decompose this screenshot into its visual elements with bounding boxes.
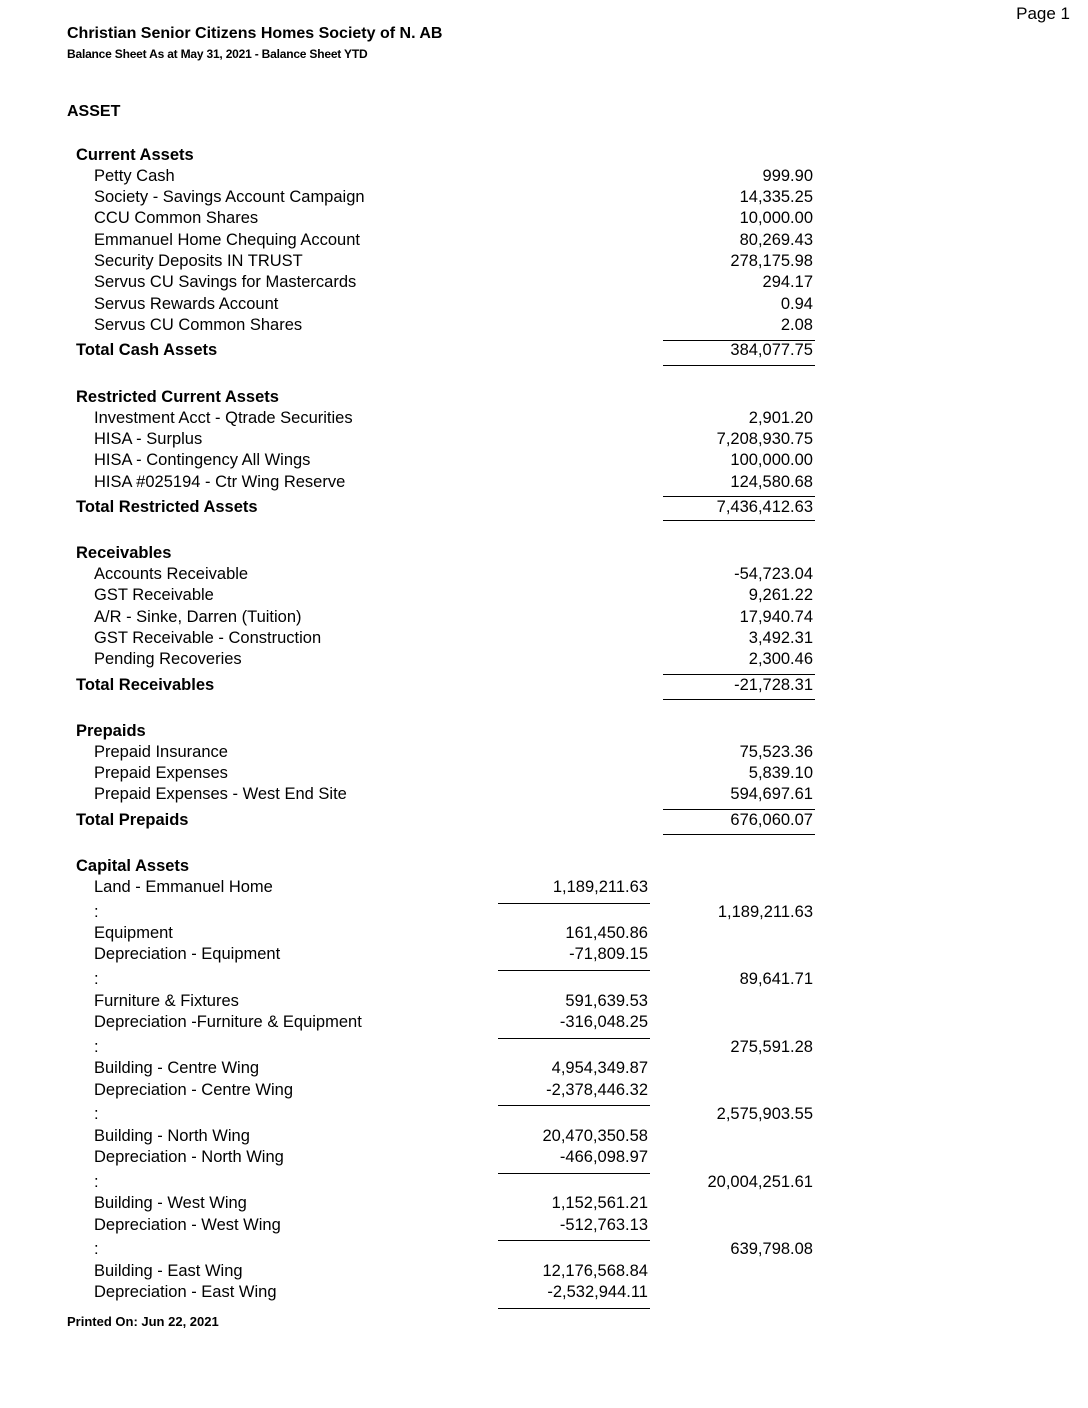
report-title: Christian Senior Citizens Homes Society of N. AB xyxy=(67,25,443,42)
line-item: Depreciation - Equipment -71,809.15 xyxy=(94,945,648,963)
line-item: Depreciation -Furniture & Equipment -316,048.25 xyxy=(94,1013,648,1031)
line-item: HISA - Contingency All Wings 100,000.00 xyxy=(94,451,813,469)
report-subtitle: Balance Sheet As at May 31, 2021 - Balance Sheet YTD xyxy=(67,47,368,61)
line-item: Servus CU Savings for Mastercards 294.17 xyxy=(94,273,813,291)
line-item: Emmanuel Home Chequing Account 80,269.43 xyxy=(94,231,813,249)
line-item: Petty Cash 999.90 xyxy=(94,167,813,185)
section-heading: Prepaids xyxy=(76,722,146,740)
subtotal-row: : 20,004,251.61 xyxy=(94,1173,813,1191)
line-item: GST Receivable - Construction 3,492.31 xyxy=(94,629,813,647)
section-total: Total Cash Assets 384,077.75 xyxy=(76,341,813,359)
subtotal-row: : 275,591.28 xyxy=(94,1038,813,1056)
line-item: Depreciation - East Wing -2,532,944.11 xyxy=(94,1283,648,1301)
line-item: A/R - Sinke, Darren (Tuition) 17,940.74 xyxy=(94,608,813,626)
line-item: Building - East Wing 12,176,568.84 xyxy=(94,1262,648,1280)
line-item: Pending Recoveries 2,300.46 xyxy=(94,650,813,668)
section-heading: Restricted Current Assets xyxy=(76,388,279,406)
line-item: Building - North Wing 20,470,350.58 xyxy=(94,1127,648,1145)
line-item: Building - West Wing 1,152,561.21 xyxy=(94,1194,648,1212)
section-heading: Current Assets xyxy=(76,146,194,164)
line-item: Prepaid Expenses - West End Site 594,697.61 xyxy=(94,785,813,803)
line-item: Security Deposits IN TRUST 278,175.98 xyxy=(94,252,813,270)
line-item: Land - Emmanuel Home 1,189,211.63 xyxy=(94,878,648,896)
subtotal-row: : 639,798.08 xyxy=(94,1240,813,1258)
page-number: Page 1 xyxy=(1016,4,1070,23)
rule-line xyxy=(663,834,815,835)
line-item: Servus Rewards Account 0.94 xyxy=(94,295,813,313)
line-item: GST Receivable 9,261.22 xyxy=(94,586,813,604)
subtotal-row: : 89,641.71 xyxy=(94,970,813,988)
line-item: Servus CU Common Shares 2.08 xyxy=(94,316,813,334)
line-item: Prepaid Insurance 75,523.36 xyxy=(94,743,813,761)
line-item: CCU Common Shares 10,000.00 xyxy=(94,209,813,227)
line-item: Accounts Receivable -54,723.04 xyxy=(94,565,813,583)
rule-line xyxy=(663,699,815,700)
line-item: Furniture & Fixtures 591,639.53 xyxy=(94,992,648,1010)
line-item: Equipment 161,450.86 xyxy=(94,924,648,942)
section-total: Total Restricted Assets 7,436,412.63 xyxy=(76,498,813,516)
printed-on-date: Printed On: Jun 22, 2021 xyxy=(67,1314,219,1329)
asset-section-label: ASSET xyxy=(67,103,121,120)
line-item: Prepaid Expenses 5,839.10 xyxy=(94,764,813,782)
line-item: Depreciation - Centre Wing -2,378,446.32 xyxy=(94,1081,648,1099)
rule-line xyxy=(663,520,815,521)
line-item: Investment Acct - Qtrade Securities 2,901.20 xyxy=(94,409,813,427)
section-heading: Receivables xyxy=(76,544,172,562)
section-total: Total Prepaids 676,060.07 xyxy=(76,811,813,829)
line-item: HISA - Surplus 7,208,930.75 xyxy=(94,430,813,448)
line-item: Depreciation - North Wing -466,098.97 xyxy=(94,1148,648,1166)
subtotal-row: : 1,189,211.63 xyxy=(94,903,813,921)
section-total: Total Receivables -21,728.31 xyxy=(76,676,813,694)
line-item: Depreciation - West Wing -512,763.13 xyxy=(94,1216,648,1234)
line-item: HISA #025194 - Ctr Wing Reserve 124,580.68 xyxy=(94,473,813,491)
rule-line xyxy=(498,1308,650,1309)
line-item: Building - Centre Wing 4,954,349.87 xyxy=(94,1059,648,1077)
section-heading: Capital Assets xyxy=(76,857,190,875)
line-item: Society - Savings Account Campaign 14,335.25 xyxy=(94,188,813,206)
subtotal-row: : 2,575,903.55 xyxy=(94,1105,813,1123)
rule-line xyxy=(663,365,815,366)
